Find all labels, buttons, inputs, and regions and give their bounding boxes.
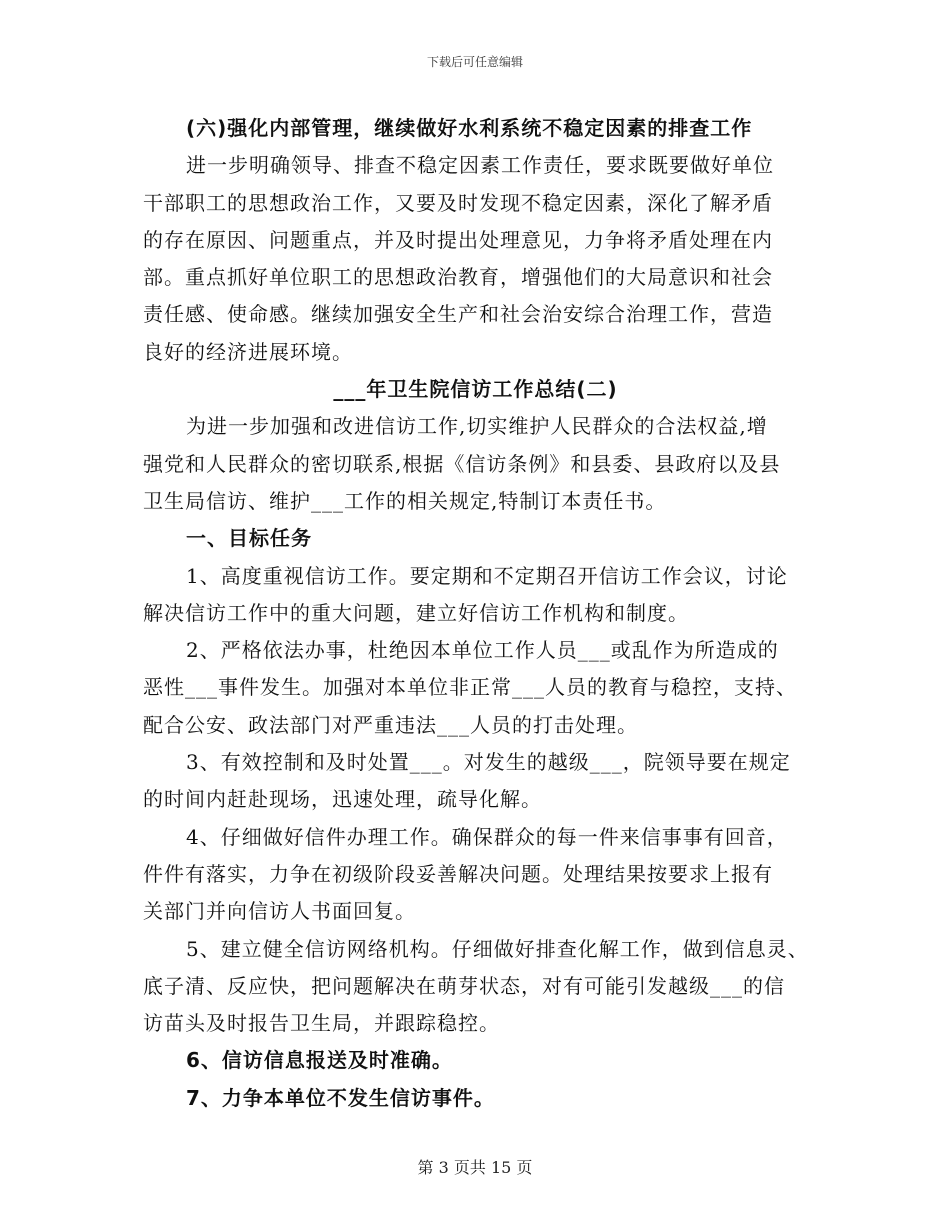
header-note: 下载后可任意编辑 xyxy=(426,55,523,69)
list-item-line: 的时间内赶赴现场，迅速处理，疏导化解。 xyxy=(143,787,542,812)
list-item-line: 5、建立健全信访网络机构。仔细做好排查化解工作，做到信息灵、 xyxy=(186,936,809,961)
target-heading: 一、目标任务 xyxy=(186,526,312,551)
list-item-line: 3、有效控制和及时处置___。对发生的越级___，院领导要在规定 xyxy=(186,750,791,775)
list-item-line: 件件有落实，力争在初级阶段妥善解决问题。处理结果按要求上报有 xyxy=(143,861,773,886)
list-item-line: 关部门并向信访人书面回复。 xyxy=(143,899,416,924)
list-item-line: 7、力争本单位不发生信访事件。 xyxy=(186,1085,495,1110)
list-item-line: 2、严格依法办事，杜绝因本单位工作人员___或乱作为所造成的 xyxy=(186,638,779,663)
document-body xyxy=(143,110,808,1117)
list-item-line: 访苗头及时报告卫生局，并跟踪稳控。 xyxy=(143,1011,500,1036)
list-item-line: 4、仔细做好信件办理工作。确保群众的每一件来信事事有回音， xyxy=(186,824,788,849)
paragraph-line: 进一步明确领导、排查不稳定因素工作责任，要求既要做好单位 xyxy=(186,153,774,178)
list-item-line: 1、高度重视信访工作。要定期和不定期召开信访工作会议，讨论 xyxy=(186,563,788,588)
list-item-line: 6、信访信息报送及时准确。 xyxy=(186,1048,453,1073)
paragraph-line: 部。重点抓好单位职工的思想政治教育，增强他们的大局意识和社会 xyxy=(143,265,773,290)
list-item-line: 恶性___事件发生。加强对本单位非正常___人员的教育与稳控，支持、 xyxy=(143,675,797,700)
paragraph-line: 的存在原因、问题重点，并及时提出处理意见，力争将矛盾处理在内 xyxy=(143,227,773,252)
paragraph-line: 为进一步加强和改进信访工作,切实维护人民群众的合法权益,增 xyxy=(186,414,768,439)
paragraph-line: 卫生局信访、维护___工作的相关规定,特制订本责任书。 xyxy=(143,488,667,513)
paragraph-line: 干部职工的思想政治工作，又要及时发现不稳定因素，深化了解矛盾 xyxy=(143,190,773,215)
list-item-line: 解决信访工作中的重大问题，建立好信访工作机构和制度。 xyxy=(143,600,689,625)
paragraph-line: 责任感、使命感。继续加强安全生产和社会治安综合治理工作，营造 xyxy=(143,302,773,327)
list-item-line: 配合公安、政法部门对严重违法___人员的打击处理。 xyxy=(143,712,638,737)
document-title: ___年卫生院信访工作总结(二) xyxy=(333,377,618,402)
paragraph-line: 强党和人民群众的密切联系,根据《信访条例》和县委、县政府以及县 xyxy=(143,451,781,476)
list-item-line: 底子清、反应快，把问题解决在萌芽状态，对有可能引发越级___的信 xyxy=(143,973,785,998)
page-number: 第 3 页共 15 页 xyxy=(417,1158,533,1177)
paragraph-line: 良好的经济进展环境。 xyxy=(143,339,353,364)
section-heading: (六)强化内部管理，继续做好水利系统不稳定因素的排查工作 xyxy=(186,116,753,140)
